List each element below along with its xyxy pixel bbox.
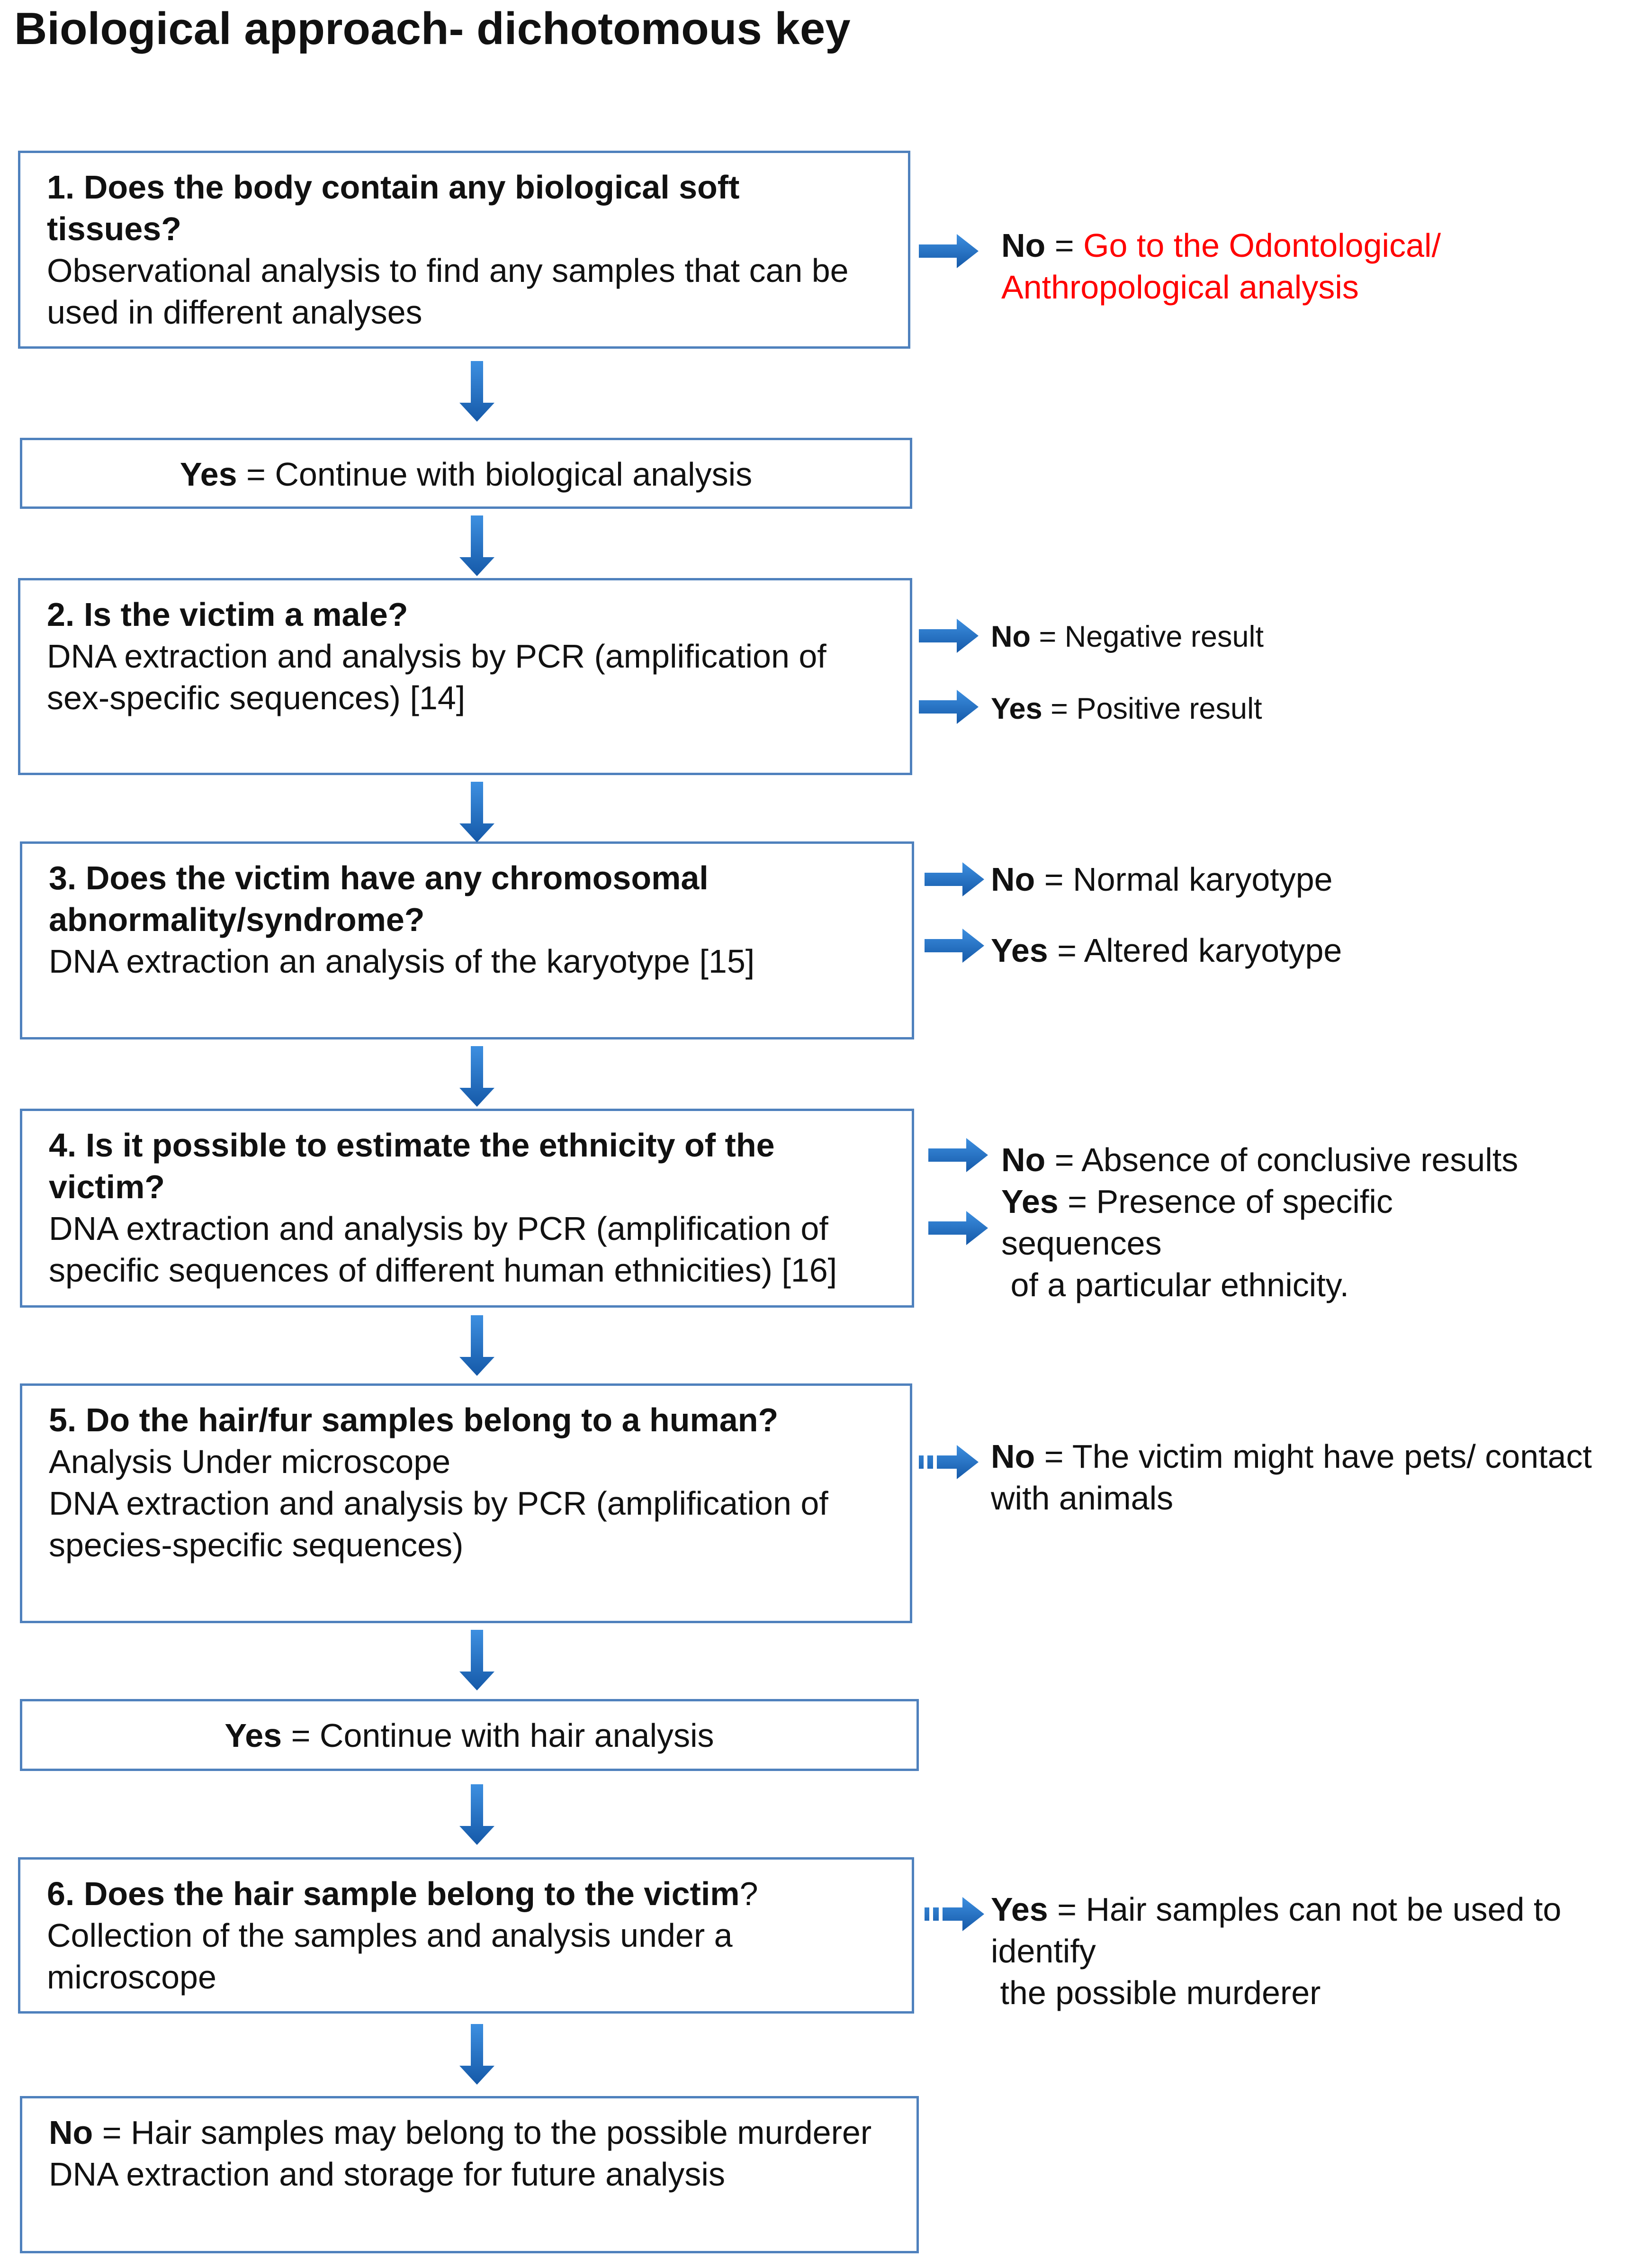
- continue-1-key: Yes: [180, 456, 237, 493]
- step-4-yes-text: = Presence of specific sequences: [1001, 1183, 1393, 1262]
- down-arrow-icon: [456, 2024, 498, 2086]
- continue-2-text: = Continue with hair analysis: [282, 1717, 714, 1754]
- step-6-yes-text-2: the possible murderer: [991, 1974, 1321, 2011]
- step-5-no-outcome: [991, 1436, 1616, 1519]
- step-5-box: [20, 1383, 912, 1623]
- step-6-question: 6. Does the hair sample belong to the victim: [47, 1875, 740, 1912]
- step-2-yes-text: = Positive result: [1042, 692, 1262, 725]
- down-arrow-icon: [456, 361, 498, 423]
- final-method: DNA extraction and storage for future analysis: [49, 2156, 725, 2193]
- step-2-yes-key: Yes: [991, 692, 1042, 725]
- step-4-yes-key: Yes: [1001, 1183, 1059, 1220]
- step-1-no-eq: =: [1045, 227, 1084, 264]
- step-2-question: 2. Is the victim a male?: [47, 596, 408, 633]
- final-key: No: [49, 2114, 93, 2151]
- right-arrow-icon: [925, 860, 986, 898]
- step-6-box: [18, 1857, 914, 2014]
- step-4-no-key: No: [1001, 1141, 1046, 1178]
- step-3-no-text: = Normal karyotype: [1035, 861, 1333, 898]
- step-6-question-mark: ?: [739, 1875, 758, 1912]
- step-1-method: Observational analysis to find any samples that can be used in different analyses: [47, 252, 849, 331]
- right-arrow-icon: [928, 1136, 990, 1174]
- step-4-no-text: = Absence of conclusive results: [1045, 1141, 1518, 1178]
- step-2-no-outcome: [991, 616, 1264, 658]
- step-3-no-key: No: [991, 861, 1035, 898]
- step-5-question: 5. Do the hair/fur samples belong to a human?: [49, 1401, 779, 1438]
- continue-hair-box: [20, 1699, 919, 1771]
- step-4-box: [20, 1109, 914, 1308]
- final-text: = Hair samples may belong to the possible murderer: [93, 2114, 872, 2151]
- final-box: [20, 2096, 919, 2253]
- step-5-method-2: DNA extraction and analysis by PCR (amplification of species-specific sequences): [49, 1485, 828, 1563]
- right-arrow-icon: [928, 1209, 990, 1247]
- step-1-question: 1. Does the body contain any biological soft tissues?: [47, 169, 740, 247]
- down-arrow-icon: [456, 782, 498, 843]
- step-1-no-key: No: [1001, 227, 1046, 264]
- step-4-yes-text-2: of a particular ethnicity.: [1001, 1266, 1349, 1303]
- step-6-method: Collection of the samples and analysis under a microscope: [47, 1917, 733, 1996]
- step-3-yes-text: = Altered karyotype: [1048, 932, 1342, 969]
- down-arrow-icon: [456, 1784, 498, 1846]
- step-2-method: DNA extraction and analysis by PCR (amplification of sex-specific sequences) [14]: [47, 638, 826, 716]
- step-4-yes-outcome: [1001, 1181, 1456, 1306]
- striped-right-arrow-icon: [925, 1895, 986, 1933]
- down-arrow-icon: [456, 1630, 498, 1691]
- step-2-no-text: = Negative result: [1030, 620, 1264, 653]
- continue-1-text: = Continue with biological analysis: [237, 456, 753, 493]
- step-6-yes-key: Yes: [991, 1891, 1048, 1928]
- continue-2-key: Yes: [225, 1717, 282, 1754]
- right-arrow-icon: [919, 617, 980, 655]
- step-3-question: 3. Does the victim have any chromosomal abnormality/syndrome?: [49, 859, 709, 938]
- step-3-yes-key: Yes: [991, 932, 1048, 969]
- step-4-method: DNA extraction and analysis by PCR (amplification of specific sequences of different human ethnicities) [16]: [49, 1210, 837, 1289]
- step-6-yes-outcome: [991, 1888, 1607, 2014]
- diagram-title: Biological approach- dichotomous key: [14, 3, 851, 54]
- step-1-no-text: Go to the Odontological/ Anthropological analysis: [1001, 227, 1441, 306]
- right-arrow-icon: [919, 232, 980, 270]
- striped-right-arrow-icon: [919, 1443, 980, 1481]
- continue-biological-box: [20, 438, 912, 509]
- down-arrow-icon: [456, 515, 498, 577]
- step-2-box: [18, 578, 912, 775]
- step-4-question: 4. Is it possible to estimate the ethnicity of the victim?: [49, 1127, 775, 1205]
- step-1-box: [18, 151, 910, 349]
- step-3-no-outcome: [991, 858, 1333, 900]
- step-1-no-outcome: [1001, 225, 1522, 308]
- step-3-method: DNA extraction an analysis of the karyotype [15]: [49, 943, 755, 980]
- right-arrow-icon: [919, 688, 980, 726]
- down-arrow-icon: [456, 1315, 498, 1377]
- step-5-no-key: No: [991, 1438, 1035, 1475]
- right-arrow-icon: [925, 927, 986, 965]
- step-4-no-outcome: [1001, 1139, 1518, 1181]
- down-arrow-icon: [456, 1046, 498, 1108]
- step-3-yes-outcome: [991, 930, 1342, 971]
- step-5-method-1: Analysis Under microscope: [49, 1443, 451, 1480]
- step-2-no-key: No: [991, 620, 1031, 653]
- step-5-no-text: = The victim might have pets/ contact with animals: [991, 1438, 1592, 1517]
- step-6-yes-text: = Hair samples can not be used to identify: [991, 1891, 1562, 1970]
- step-3-box: [20, 841, 914, 1039]
- step-2-yes-outcome: [991, 688, 1262, 730]
